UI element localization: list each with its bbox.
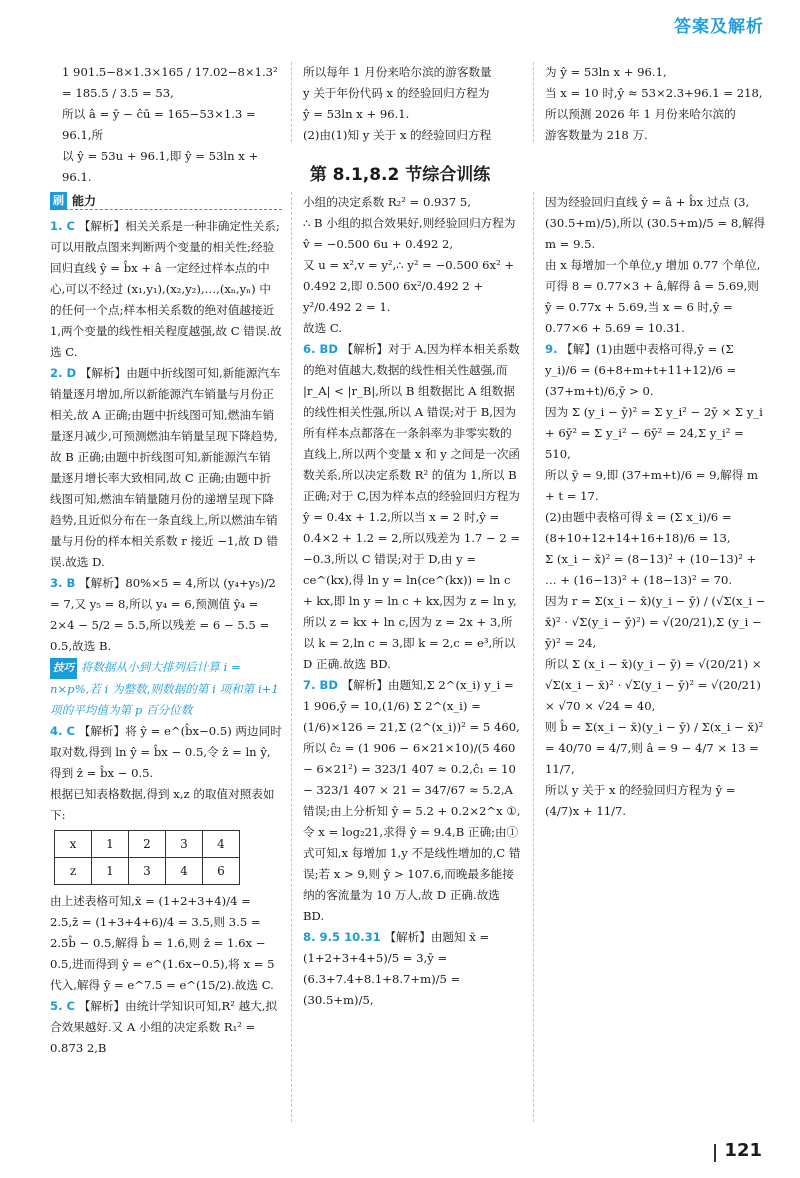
question-3	[50, 573, 282, 657]
top-col2-line: y 关于年份代码 x 的经验回归方程为	[303, 86, 490, 100]
top-col-2	[303, 62, 523, 146]
q9-line: 因为 r = Σ(x_i − x̄)(y_i − ȳ) / (√Σ(x_i − x̄)² · √Σ(y_i − ȳ)²) = √(20/21),Σ (y_i − ȳ)² = 24,	[545, 594, 766, 650]
table-row	[55, 858, 240, 885]
question-number: 3. B	[50, 576, 76, 590]
tip-note: 技巧 将数据从小到大排列后计算 i = n×p%,若 i 为整数,则数据的第 i 项和第 i+1 项的平均值为第 p 百分位数	[50, 660, 279, 717]
question-text: 【解析】将 ŷ = e^(b̂x−0.5) 两边同时取对数,得到 ln ŷ = b̂x − 0.5,令 ẑ = ln ŷ,得到 ẑ = b̂x − 0.5.	[50, 724, 282, 780]
column-3	[545, 192, 767, 822]
table-cell: 3	[166, 831, 203, 858]
q9-line: Σ (x_i − x̄)² = (8−13)² + (10−13)² + … + (16−13)² + (18−13)² = 70.	[545, 552, 757, 587]
xz-table	[54, 830, 240, 885]
top-col3-line: 当 x = 10 时,ŷ ≈ 53×2.3+96.1 = 218,	[545, 86, 763, 100]
top-col3-line: 游客数量为 218 万.	[545, 128, 648, 142]
question-number: 8. 9.5 10.31	[303, 930, 381, 944]
q5-cont: 小组的决定系数 R₂² = 0.937 5,	[303, 195, 471, 209]
question-7	[303, 675, 523, 927]
question-number: 9.	[545, 342, 558, 356]
divider	[291, 62, 292, 142]
question-4	[50, 721, 282, 784]
q5-cont: 又 u = x²,v = y²,∴ y² = −0.500 6x² + 0.492 2,即 0.500 6x²/0.492 2 + y²/0.492 2 = 1.	[303, 258, 515, 314]
q9-line: 所以 ȳ = 9,即 (37+m+t)/6 = 9,解得 m + t = 17.	[545, 468, 759, 503]
q5-cont: 故选 C.	[303, 321, 343, 335]
question-number: 5. C	[50, 999, 76, 1013]
question-number: 4. C	[50, 724, 76, 738]
column-1	[50, 216, 282, 1059]
top-col2-line: ŷ = 53ln x + 96.1.	[303, 107, 410, 121]
top-col2-line: 所以每年 1 月份来哈尔滨的游客数量	[303, 65, 492, 79]
top-col1-line: 1 901.5−8×1.3×165 / 17.02−8×1.3² = 185.5 / 3.5 = 53,	[62, 65, 278, 100]
q9-line: 所以 Σ (x_i − x̄)(y_i − ȳ) = √(20/21) × √Σ(x_i − x̄)² · √Σ(y_i − ȳ)² = √(20/21) × √70 × √24 = 40,	[545, 657, 762, 713]
q9-line: 则 b̂ = Σ(x_i − x̄)(y_i − ȳ) / Σ(x_i − x̄)² = 40/70 = 4/7,则 â = 9 − 4/7 × 13 = 11/7,	[545, 720, 764, 776]
table-cell: z	[55, 858, 92, 885]
table-cell: 2	[129, 831, 166, 858]
question-number: 6. BD	[303, 342, 338, 356]
top-col1-line: 所以 â = ȳ − ĉū = 165−53×1.3 = 96.1,所	[62, 107, 256, 142]
question-text: 【解析】80%×5 = 4,所以 (y₄+y₅)/2 = 7,又 y₅ = 8,所以 y₄ = 6,预测值 ŷ₄ = 2×4 − 5/2 = 5.5,所以残差 = 6 − 5.5 = 0.5,故选 B.	[50, 576, 276, 653]
question-1	[50, 216, 282, 363]
top-col3-line: 所以预测 2026 年 1 月份来哈尔滨的	[545, 107, 736, 121]
ability-section-header	[50, 192, 282, 210]
table-cell: 1	[92, 858, 129, 885]
q9-line: 因为 Σ (y_i − ȳ)² = Σ y_i² − 2ȳ × Σ y_i + 6ȳ² = Σ y_i² − 6ȳ² = 24,Σ y_i² = 510,	[545, 405, 763, 461]
top-col3-line: 为 ŷ = 53ln x + 96.1,	[545, 65, 667, 79]
top-col2-line: (2)由(1)知 y 关于 x 的经验回归方程	[303, 128, 492, 142]
question-number: 7. BD	[303, 678, 338, 692]
question-6	[303, 339, 523, 675]
question-4-text2: 根据已知表格数据,得到 x,z 的取值对照表如下:	[50, 787, 275, 822]
table-cell: 4	[166, 858, 203, 885]
table-cell: x	[55, 831, 92, 858]
question-4-text3: 由上述表格可知,x̄ = (1+2+3+4)/4 = 2.5,z̄ = (1+3+4+6)/4 = 3.5,则 3.5 = 2.5b̂ − 0.5,解得 b̂ = 1.6,则 ẑ = 1.6x − 0.5,进而得到 ŷ = e^(1.6x−0.5),将 x = 5 代入,解得 ŷ = e^7.5 = e^(15/2).故选 C.	[50, 894, 275, 992]
question-text: 【解析】对于 A,因为样本相关系数的绝对值越大,数据的线性相关性越强,而 |r_A| < |r_B|,所以 B 组数据比 A 组数据的线性相关性强,所以 A 错误;对于 B,因为所有样本点都落在一条斜率为非零实数的直线上,所以两个变量 x 和 y 之间是一次函数关系,所以决定系数 R² 的值为 1,所以 B 正确;对于 C,因为样本点的经验回归方程为 ŷ = 0.4x + 1.2,所以当 x = 2 时,ŷ = 0.4×2 + 1.2 = 2,所以残差为 1.7 − 2 = −0.3,所以 C 错误;对于 D,由 y = ce^(kx),得 ln y = ln(ce^(kx)) = ln c + kx,即 ln y = ln c + kx,因为 z = ln y,所以 z = kx + ln c,因为 z = 2x + 3,所以 k = 2,ln c = 3,即 k = 2,c = e³,所以 D 正确.故选 BD.	[303, 342, 521, 671]
table-cell: 4	[203, 831, 240, 858]
divider	[533, 62, 534, 142]
question-text: 【解】(1)由题中表格可得,ȳ = (Σ y_i)/6 = (6+8+m+t+11+12)/6 = (37+m+t)/6,ȳ > 0.	[545, 342, 737, 398]
question-text: 【解析】由统计学知识可知,R² 越大,拟合效果越好.又 A 小组的决定系数 R₁² = 0.873 2,B	[50, 999, 278, 1055]
question-8	[303, 927, 523, 1011]
table-cell: 6	[203, 858, 240, 885]
page-number-bar	[714, 1144, 716, 1162]
question-text: 【解析】由题知 x̄ = (1+2+3+4+5)/5 = 3,ȳ = (6.3+7.4+8.1+8.7+m)/5 = (30.5+m)/5,	[303, 930, 490, 1007]
page-number: 121	[724, 1140, 762, 1161]
q5-cont: ∴ B 小组的拟合效果好,则经验回归方程为 v̂ = −0.500 6u + 0.492 2,	[303, 216, 516, 251]
q8-cont: 因为经验回归直线 ŷ = â + b̂x 过点 (3,(30.5+m)/5),所以 (30.5+m)/5 = 8,解得 m = 9.5.	[545, 195, 766, 251]
section-label: 能力	[72, 194, 97, 208]
question-number: 2. D	[50, 366, 77, 380]
question-2	[50, 363, 282, 573]
question-text: 【解析】由题知,Σ 2^(x_i) y_i = 1 906,ȳ = 10,(1/6) Σ 2^(x_i) = (1/6)×126 = 21,Σ (2^(x_i))² = 5 460,所以 ĉ₂ = (1 906 − 6×21×10)/(5 460 − 6×21²) = 323/1 407 ≈ 0.2,ĉ₁ = 10 − 323/1 407 × 21 = 347/67 ≈ 5.2,A 错误;由上分析知 ŷ = 5.2 + 0.2×2^x ①,令 x = log₂21,求得 ŷ = 9.4,B 正确;由①式可知,x 每增加 1,y 不是线性增加的,C 错误;若 x > 9,则 ŷ > 107.6,而晚最多能接纳的客流量为 10 万人,故 D 正确.故选 BD.	[303, 678, 521, 923]
divider	[533, 192, 534, 1122]
top-col1-line: 以 ŷ = 53u + 96.1,即 ŷ = 53ln x + 96.1.	[62, 149, 259, 184]
q9-line: 所以 y 关于 x 的经验回归方程为 ŷ = (4/7)x + 11/7.	[545, 783, 736, 818]
question-9	[545, 339, 767, 402]
top-col-3	[545, 62, 767, 146]
q9-line: (2)由题中表格可得 x̄ = (Σ x_i)/6 = (8+10+12+14+16+18)/6 = 13,	[545, 510, 732, 545]
table-row	[55, 831, 240, 858]
question-text: 【解析】由题中折线图可知,新能源汽车销量逐月增加,所以新能源汽车销量与月份正相关,故 A 正确;由题中折线图可知,燃油车销量逐月减少,可预测燃油车销量呈现下降趋势,故 B 正确;由题中折线图可知,新能源汽车销量逐月增长率大致相同,故 C 正确;由题中折线图可知,燃油车销量随月份的递增呈现下降趋势,且近似分布在一条直线上,所以燃油车销量与月份的样本相关系数 r 接近 −1,故 D 错误.故选 D.	[50, 366, 281, 569]
table-cell: 3	[129, 858, 166, 885]
header-tag: 答案及解析	[674, 17, 764, 37]
divider	[291, 192, 292, 1122]
question-text: 【解析】相关关系是一种非确定性关系;可以用散点图来判断两个变量的相关性;经验回归直线 ŷ = b̂x + â 一定经过样本点的中心,可以不经过 (x₁,y₁),(x₂,y₂),…,(xₙ,yₙ) 中的任何一个点;样本相关系数的绝对值越接近 1,两个变量的线性相关程度越强,故 C 错误.故选 C.	[50, 219, 282, 359]
question-5	[50, 996, 282, 1059]
q8-cont: 由 x 每增加一个单位,y 增加 0.77 个单位,可得 8 = 0.77×3 + â,解得 â = 5.69,则 ŷ = 0.77x + 5.69,当 x = 6 时,ŷ = 0.77×6 + 5.69 = 10.31.	[545, 258, 761, 335]
column-2	[303, 192, 523, 1011]
question-number: 1. C	[50, 219, 76, 233]
section-title: 第 8.1,8.2 节综合训练	[309, 165, 491, 185]
section-badge: 刷	[50, 192, 67, 210]
table-cell: 1	[92, 831, 129, 858]
tip-text: 将数据从小到大排列后计算 i = n×p%,若 i 为整数,则数据的第 i 项和第 i+1 项的平均值为第 p 百分位数	[50, 660, 279, 717]
